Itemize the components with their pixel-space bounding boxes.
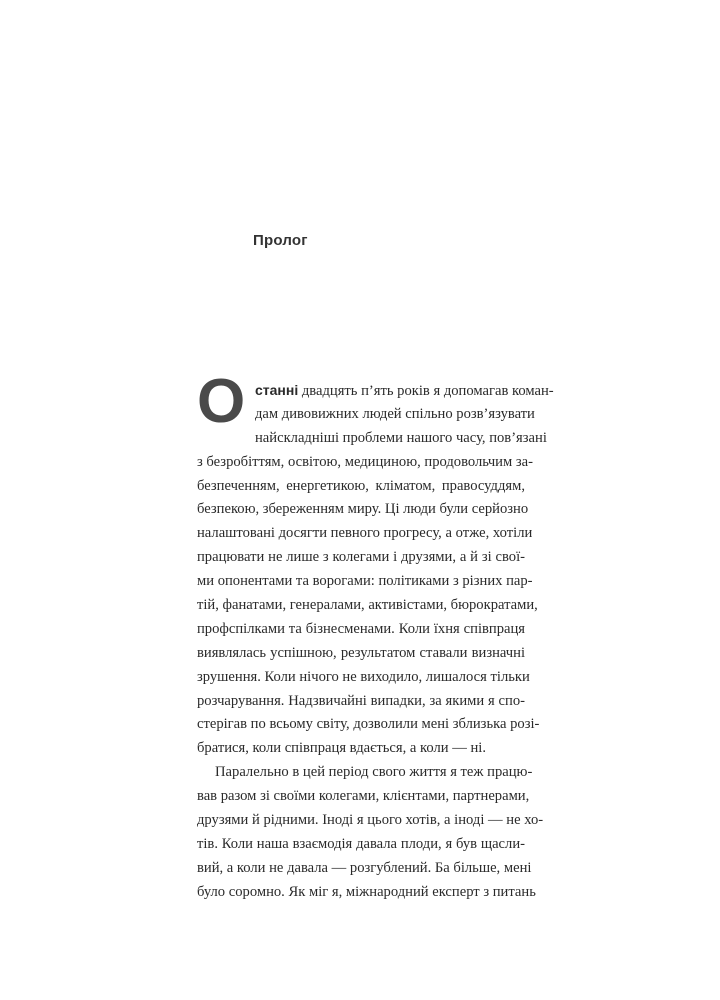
text-line: розчарування. Надзвичайні випадки, за якими я спо-: [197, 692, 525, 709]
text-line: було соромно. Як міг я, міжнародний експерт з питань: [197, 883, 536, 900]
paragraph-2: [197, 761, 544, 904]
text-line: друзями й рідними. Іноді я цього хотів, а іноді — не хо-: [197, 812, 544, 829]
text-line: найскладніші проблеми нашого часу, пов’язані: [255, 429, 547, 446]
drop-cap-letter: О: [197, 367, 246, 436]
text-line: ми опонентами та ворогами: політиками з різних пар-: [197, 573, 533, 590]
body-text: [197, 367, 554, 905]
text-line: працювати не лише з колегами і друзями, а й зі свої-: [197, 549, 525, 566]
text-line: вав разом зі своїми колегами, клієнтами, партнерами,: [197, 788, 530, 805]
text-line: зрушення. Коли нічого не виходило, лишалося тільки: [197, 668, 530, 685]
text-line-content: двадцять п’ять років я допомагав коман-: [298, 383, 554, 399]
lead-word: станні: [255, 382, 299, 398]
text-line: безпеченням, енергетикою, кліматом, правосуддям,: [197, 477, 525, 494]
text-line: [197, 379, 554, 403]
text-line: безпекою, збереженням миру. Ці люди були серйозно: [197, 501, 529, 518]
text-line: вий, а коли не давала — розгублений. Ба більше, мені: [197, 859, 532, 876]
text-line: налаштовані досягти певного прогресу, а отже, хотіли: [197, 525, 533, 542]
text-line: з безробіттям, освітою, медициною, продовольчим за-: [197, 453, 533, 470]
text-line: Паралельно в цей період свого життя я теж працю-: [215, 764, 533, 781]
text-line: тів. Коли наша взаємодія давала плоди, я був щасли-: [197, 835, 525, 852]
text-line: тій, фанатами, генералами, активістами, бюрократами,: [197, 597, 538, 614]
paragraph-1: [197, 379, 554, 761]
text-line: виявлялась успішною, результатом ставали визначні: [197, 644, 525, 661]
chapter-title: Пролог: [253, 232, 308, 249]
text-line: стерігав по всьому світу, дозволили мені зблизька розі-: [197, 716, 540, 733]
text-line: братися, коли співпраця вдається, а коли — ні.: [197, 740, 486, 757]
text-line: профспілками та бізнесменами. Коли їхня співпраця: [197, 620, 525, 637]
text-line: дам дивовижних людей спільно розв’язувати: [255, 405, 535, 422]
